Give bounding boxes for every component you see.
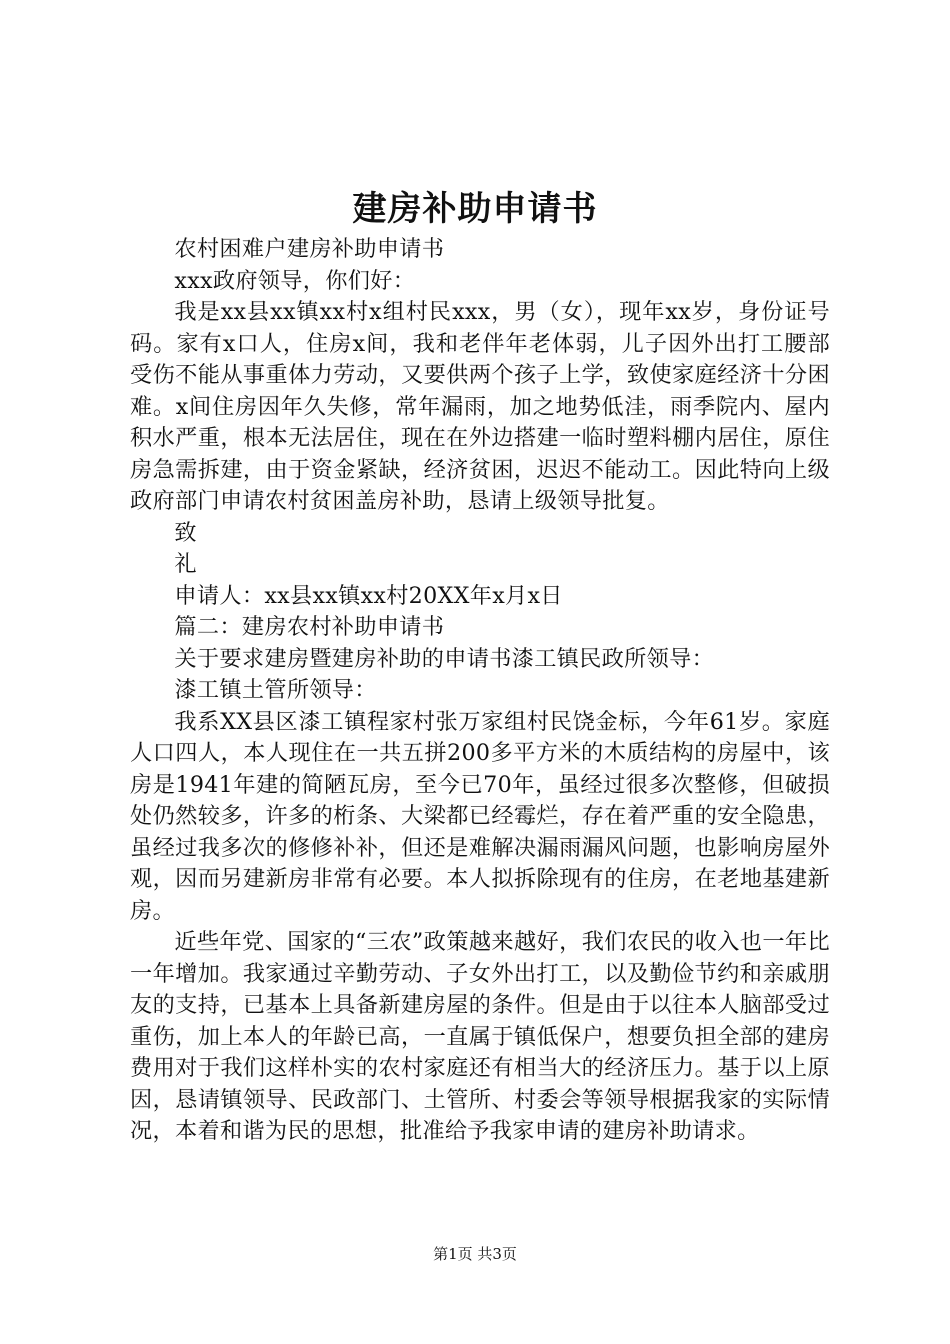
paragraph-section-two-body-2: 近些年党、国家的“三农”政策越来越好，我们农民的收入也一年比一年增加。我家通过辛勤劳动、子女外出打工，以及勤俭节约和亲戚朋友的支持，已基本上具备新建房屋的条件。但是由于以往本人脑部受过重伤，加上本人的年龄已高，一直属于镇低保户，想要负担全部的建房费用对于我们这样朴实的农村家庭还有相当大的经济压力。基于以上原因，恳请镇领导、民政部门、土管所、村委会等领导根据我家的实际情况，本着和谐为民的思想，批准给予我家申请的建房补助请求。 [130,929,830,1144]
paragraph-salutation: xxx政府领导，你们好： [174,267,416,294]
paragraph-section-two-addressee: 漆工镇土管所领导： [174,677,377,703]
paragraph-closing-zhi: 致 [174,519,197,546]
paragraph-section-two-body-1: 我系XX县区漆工镇程家村张万家组村民饶金标，今年61岁。家庭人口四人，本人现住在一共五拼200多平方米的木质结构的房屋中，该房是1941年建的简陋瓦房，至今已70年，虽经过很多次整修，但破损处仍然较多，许多的桁条、大梁都已经霉烂，存在着严重的安全隐患，虽经过我多次的修修补补，但还是难解决漏雨漏风问题，也影响房屋外观，因而另建新房非常有必要。本人拟拆除现有的住房，在老地基建新房。 [130,708,830,924]
paragraph-closing-li: 礼 [174,551,197,577]
document-title: 建房补助申请书 [352,189,598,229]
paragraph-section-two-subject: 关于要求建房暨建房补助的申请书漆工镇民政所领导： [174,645,715,672]
paragraph-signature: 申请人：xx县xx镇xx村20XX年x月x日 [174,582,563,609]
paragraph-subtitle: 农村困难户建房补助申请书 [174,236,445,262]
paragraph-section-two-heading: 篇二：建房农村补助申请书 [174,614,445,640]
page-footer: 第1页 共3页 [433,1245,517,1263]
document-body [130,234,830,1148]
paragraph-application-body: 我是xx县xx镇xx村x组村民xxx，男（女），现年xx岁，身份证号码。家有x口人，住房x间，我和老伴年老体弱，儿子因外出打工腰部受伤不能从事重体力劳动，又要供两个孩子上学，致使家庭经济十分困难。x间住房因年久失修，常年漏雨，加之地势低洼，雨季院内、屋内积水严重，根本无法居住，现在在外边搭建一临时塑料棚内居住，原住房急需拆建，由于资金紧缺，经济贫困，迟迟不能动工。因此特向上级政府部门申请农村贫困盖房补助，恳请上级领导批复。 [130,299,830,514]
